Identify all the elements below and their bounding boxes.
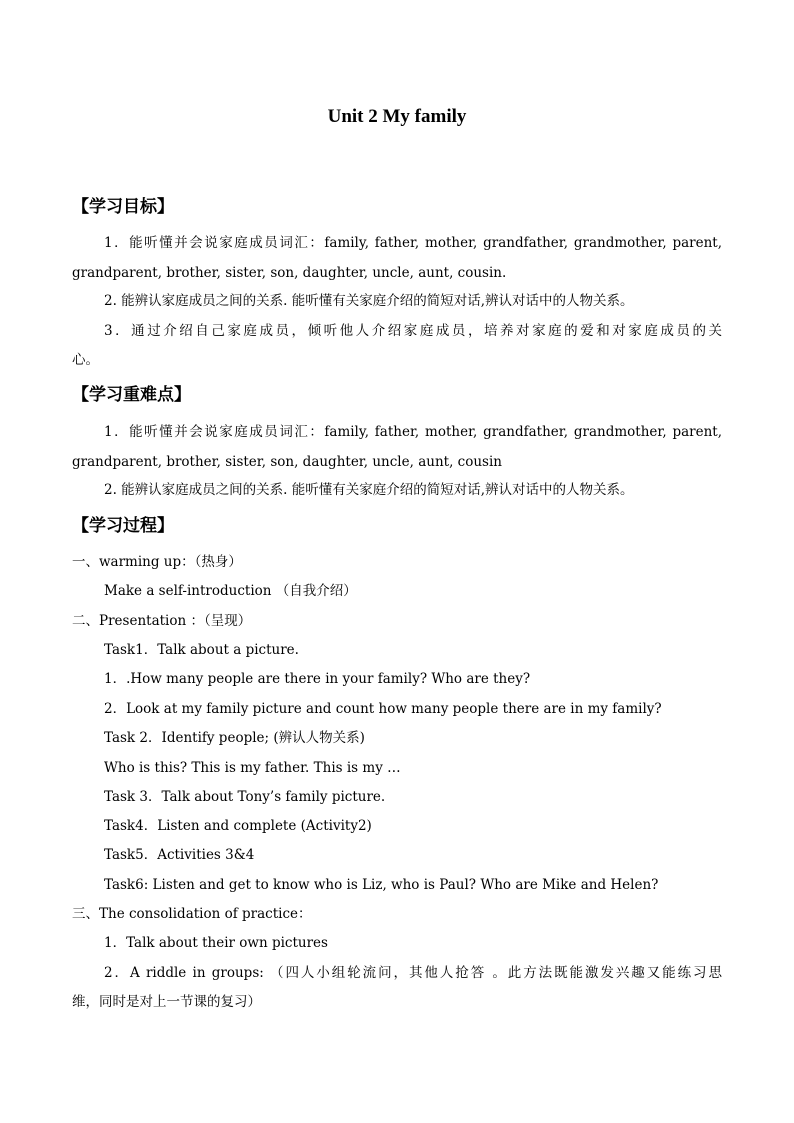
process-line: 二、Presentation ：（呈现） (72, 613, 252, 629)
section-heading-key-points: 【学习重难点】 (72, 385, 191, 405)
objective-item-2: 2. 能辨认家庭成员之间的关系. 能听懂有关家庭介绍的简短对话,辨认对话中的人物关系。 (104, 293, 634, 309)
section-heading-process: 【学习过程】 (72, 516, 174, 536)
process-line: Task5．Activities 3&4 (104, 847, 255, 863)
objective-item-3-line-2: 心。 (72, 352, 99, 368)
process-line: Task 2．Identify people; (辨认人物关系) (104, 730, 365, 746)
objective-item-1-line-2: grandparent, brother, sister, son, daughter, uncle, aunt, cousin. (72, 265, 507, 281)
key-point-item-1-line-1: 1．能听懂并会说家庭成员词汇：family, father, mother, grandfather, grandmother, parent, (104, 424, 722, 440)
process-line: 2．Look at my family picture and count how many people there are in my family? (104, 701, 662, 717)
section-heading-objectives: 【学习目标】 (72, 197, 174, 217)
process-line: Who is this? This is my father. This is my … (104, 760, 401, 776)
key-point-item-2: 2. 能辨认家庭成员之间的关系. 能听懂有关家庭介绍的简短对话,辨认对话中的人物关系。 (104, 482, 634, 498)
key-point-item-1-line-2: grandparent, brother, sister, son, daughter, uncle, aunt, cousin (72, 454, 502, 470)
process-line: 一、warming up：（热身） (72, 554, 242, 570)
process-line: 三、The consolidation of practice： (72, 906, 312, 922)
objective-item-1-line-1: 1．能听懂并会说家庭成员词汇：family, father, mother, grandfather, grandmother, parent, (104, 235, 722, 251)
process-line: Make a self-introduction （自我介绍） (104, 583, 357, 599)
objective-item-3-line-1: 3．通过介绍自己家庭成员，倾听他人介绍家庭成员，培养对家庭的爱和对家庭成员的关 (104, 323, 722, 339)
page-title: Unit 2 My family (327, 106, 467, 127)
process-line: Task 3．Talk about Tony’s family picture. (104, 789, 386, 805)
process-line: 1．.How many people are there in your family? Who are they? (104, 671, 531, 687)
process-line: 2．A riddle in groups: （四人小组轮流问，其他人抢答 。此方法既能激发兴趣又能练习思 (104, 965, 722, 981)
process-line: 维，同时是对上一节课的复习） (72, 994, 261, 1010)
process-line: Task6: Listen and get to know who is Liz, who is Paul? Who are Mike and Helen? (104, 877, 659, 893)
process-line: Task4．Listen and complete (Activity2) (104, 818, 372, 834)
process-line: Task1．Talk about a picture. (104, 642, 299, 658)
process-line: 1．Talk about their own pictures (104, 935, 328, 951)
